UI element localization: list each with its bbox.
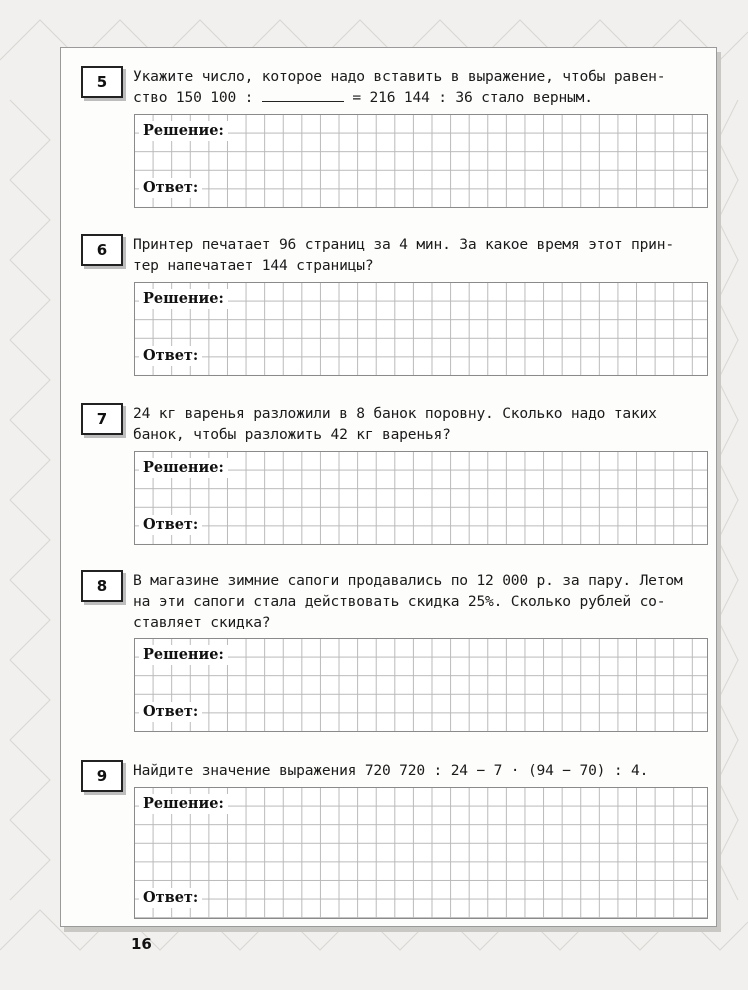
solution-grid[interactable]: [134, 114, 708, 208]
solution-grid[interactable]: [134, 787, 708, 919]
question-fragment: = 216 144 : 36 стало верным.: [343, 89, 593, 106]
task-question: [133, 403, 708, 445]
task-number: 7: [81, 403, 123, 435]
solution-grid[interactable]: [134, 451, 708, 545]
question-line: [133, 87, 708, 108]
solution-label: Решение:: [139, 794, 228, 814]
question-fragment: ство 150 100 :: [133, 89, 262, 106]
task-question: [133, 570, 708, 633]
question-line: на эти сапоги стала действовать скидка 25%. Сколько рублей со-: [133, 593, 666, 610]
task-question: [133, 760, 708, 781]
question-line: банок, чтобы разложить 42 кг варенья?: [133, 426, 451, 443]
answer-label: Ответ:: [139, 888, 202, 908]
answer-blank[interactable]: [262, 88, 344, 102]
task-number: 5: [81, 66, 123, 98]
question-line: Принтер печатает 96 страниц за 4 мин. За какое время этот прин-: [133, 236, 674, 253]
question-line: Укажите число, которое надо вставить в выражение, чтобы равен-: [133, 68, 666, 85]
task-number: 9: [81, 760, 123, 792]
task-question: [133, 66, 708, 108]
answer-label: Ответ:: [139, 346, 202, 366]
page-number: 16: [131, 935, 152, 953]
solution-label: Решение:: [139, 289, 228, 309]
task-number: 6: [81, 234, 123, 266]
question-line: ставляет скидка?: [133, 614, 271, 631]
question-line: тер напечатает 144 страницы?: [133, 257, 374, 274]
answer-label: Ответ:: [139, 515, 202, 535]
answer-label: Ответ:: [139, 178, 202, 198]
task-question: [133, 234, 708, 276]
solution-label: Решение:: [139, 645, 228, 665]
answer-label: Ответ:: [139, 702, 202, 722]
question-line: 24 кг варенья разложили в 8 банок поровну. Сколько надо таких: [133, 405, 657, 422]
question-line: Найдите значение выражения 720 720 : 24 − 7 · (94 − 70) : 4.: [133, 762, 649, 779]
solution-label: Решение:: [139, 458, 228, 478]
worksheet-page: [60, 47, 717, 927]
question-line: В магазине зимние сапоги продавались по 12 000 р. за пару. Летом: [133, 572, 683, 589]
task-number: 8: [81, 570, 123, 602]
solution-grid[interactable]: [134, 638, 708, 732]
solution-label: Решение:: [139, 121, 228, 141]
solution-grid[interactable]: [134, 282, 708, 376]
